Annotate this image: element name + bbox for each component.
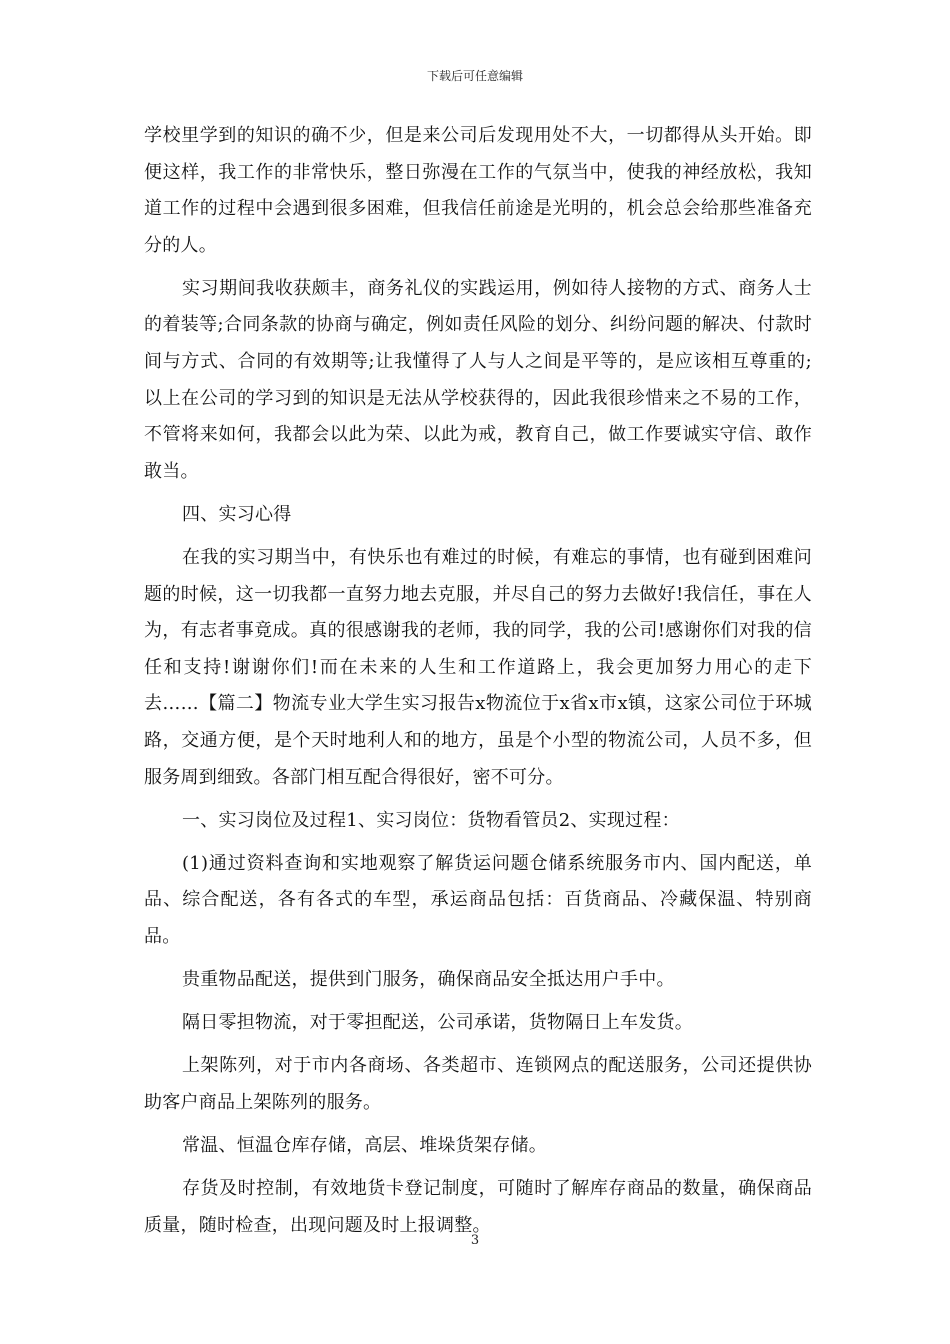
document-body [144,118,812,1251]
paragraph: 在我的实习期当中，有快乐也有难过的时候，有难忘的事情，也有碰到困难问题的时候，这一切我都一直努力地去克服，并尽自己的努力去做好!我信任，事在人为，有志者事竟成。真的很感谢我的老师，我的同学，我的公司!感谢你们对我的信任和支持!谢谢你们!而在未来的人生和工作道路上，我会更加努力用心的走下去……【篇二】物流专业大学生实习报告x物流位于x省x市x镇，这家公司位于环城路，交通方便，是个天时地利人和的地方，虽是个小型的物流公司，人员不多，但服务周到细致。各部门相互配合得很好，密不可分。 [144,547,812,788]
paragraph: 学校里学到的知识的确不少，但是来公司后发现用处不大，一切都得从头开始。即便这样，我工作的非常快乐，整日弥漫在工作的气氛当中，使我的神经放松，我知道工作的过程中会遇到很多困难，但我信任前途是光明的，机会总会给那些准备充分的人。 [144,125,812,256]
page-header: 下载后可任意编辑 [426,69,523,83]
paragraph: (1)通过资料查询和实地观察了解货运问题仓储系统服务市内、国内配送，单品、综合配送，各有各式的车型，承运商品包括：百货商品、冷藏保温、特别商品。 [144,852,812,947]
paragraph: 常温、恒温仓库存储，高层、堆垛货架存储。 [182,1134,547,1156]
section-heading: 四、实习心得 [182,503,292,525]
page-number: 3 [470,1233,480,1248]
paragraph: 存货及时控制，有效地货卡登记制度，可随时了解库存商品的数量，确保商品质量，随时检查，出现问题及时上报调整。 [144,1178,812,1236]
section-heading: 一、实习岗位及过程1、实习岗位：货物看管员2、实现过程： [182,809,680,831]
paragraph: 实习期间我收获颇丰，商务礼仪的实践运用，例如待人接物的方式、商务人士的着装等;合同条款的协商与确定，例如责任风险的划分、纠纷问题的解决、付款时间与方式、合同的有效期等;让我懂得了人与人之间是平等的，是应该相互尊重的;以上在公司的学习到的知识是无法从学校获得的，因此我很珍惜来之不易的工作，不管将来如何，我都会以此为荣、以此为戒，教育自己，做工作要诚实守信、敢作敢当。 [144,277,812,482]
paragraph: 隔日零担物流，对于零担配送，公司承诺，货物隔日上车发货。 [182,1012,693,1034]
paragraph: 上架陈列，对于市内各商场、各类超市、连锁网点的配送服务，公司还提供协助客户商品上架陈列的服务。 [144,1055,812,1113]
paragraph: 贵重物品配送，提供到门服务，确保商品安全抵达用户手中。 [182,969,675,991]
